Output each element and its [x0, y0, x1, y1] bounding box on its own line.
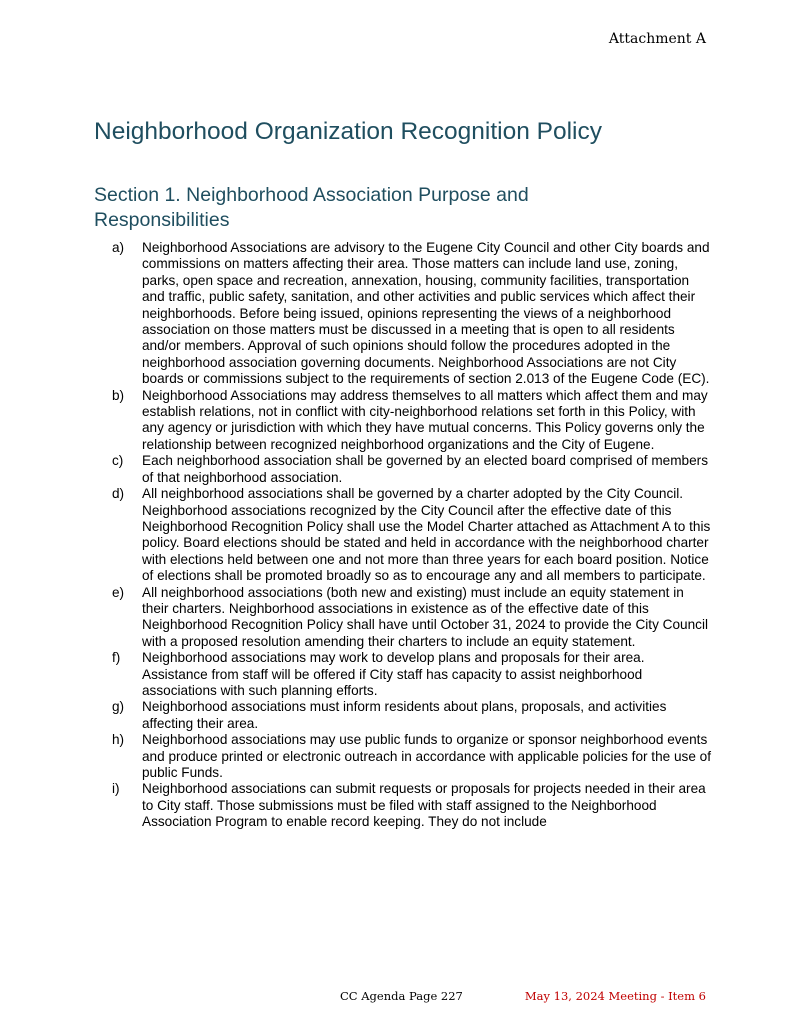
- list-item-text: Each neighborhood association shall be governed by an elected board comprised of members of that neighborhood association.: [142, 453, 708, 485]
- list-item-text: All neighborhood associations shall be governed by a charter adopted by the City Council. Neighborhood associations recognized by the City Council after the effective date of this Neighborhood Recognition Policy shall use the Model Charter attached as Attachment A to this policy. Board elections should be stated and held in accordance with the neighborhood charter with elections held between one and not more than three years for each board position. Notice of elections shall be promoted broadly so as to encourage any and all members to participate.: [142, 486, 711, 584]
- list-item: [112, 699, 712, 732]
- attachment-label: Attachment A: [608, 31, 706, 47]
- list-item-marker: e): [112, 584, 125, 600]
- list-item: [112, 781, 712, 830]
- list-item-text: Neighborhood associations must inform residents about plans, proposals, and activities affecting their area.: [142, 699, 667, 731]
- list-item-text: All neighborhood associations (both new and existing) must include an equity statement in their charters. Neighborhood associations in existence as of the effective date of this Neighborhood Recognition Policy shall have until October 31, 2024 to provide the City Council with a proposed resolution amending their charters to include an equity statement.: [142, 584, 708, 649]
- meeting-item-label: May 13, 2024 Meeting - Item 6: [524, 989, 706, 1003]
- list-item-text: Neighborhood associations may work to develop plans and proposals for their area. Assistance from staff will be offered if City staff has capacity to assist neighborhood associations with such planning efforts.: [142, 650, 645, 698]
- responsibilities-list: [112, 240, 712, 831]
- list-item-marker: f): [112, 650, 121, 666]
- list-item-marker: b): [112, 387, 125, 403]
- list-item-text: Neighborhood Associations are advisory to the Eugene City Council and other City boards and commissions on matters affecting their area. Those matters can include land use, zoning, parks, open space and recreation, annexation, housing, community facilities, transportation and traffic, public safety, sanitation, and other activities and public services which affect their neighborhoods. Before being issued, opinions representing the views of a neighborhood association on those matters must be discussed in a meeting that is open to all residents and/or members. Approval of such opinions should follow the procedures adopted in the neighborhood association governing documents. Neighborhood Associations are not City boards or commissions subject to the requirements of section 2.013 of the Eugene Code (EC).: [142, 240, 710, 387]
- list-item-marker: i): [112, 781, 120, 797]
- list-item-marker: h): [112, 732, 125, 748]
- list-item-text: Neighborhood associations can submit requests or proposals for projects needed in their area to City staff. Those submissions must be filed with staff assigned to the Neighborhood Association Program to enable record keeping. They do not include: [142, 781, 706, 830]
- list-item: [112, 585, 712, 651]
- list-item: [112, 650, 712, 699]
- page-title: Neighborhood Organization Recognition Policy: [94, 118, 603, 145]
- list-item: [112, 240, 712, 388]
- list-item-marker: c): [112, 453, 124, 469]
- list-item-text: Neighborhood Associations may address themselves to all matters which affect them and may establish relations, not in conflict with city-neighborhood relations set forth in this Policy, with any agency or jurisdiction with which they have mutual concerns. This Policy governs only the relationship between recognized neighborhood organizations and the City of Eugene.: [142, 387, 708, 452]
- list-item-marker: a): [112, 240, 125, 255]
- list-item-text: Neighborhood associations may use public funds to organize or sponsor neighborhood events and produce printed or electronic outreach in accordance with applicable policies for the use of public Funds.: [142, 732, 712, 780]
- agenda-page-label: CC Agenda Page 227: [340, 989, 463, 1003]
- list-item-marker: g): [112, 699, 125, 715]
- list-item: [112, 486, 712, 584]
- list-item: [112, 388, 712, 454]
- list-item-marker: d): [112, 486, 125, 502]
- section-heading: Section 1. Neighborhood Association Purpose and Responsibilities: [94, 184, 529, 231]
- list-item: [112, 453, 712, 486]
- list-item: [112, 732, 712, 781]
